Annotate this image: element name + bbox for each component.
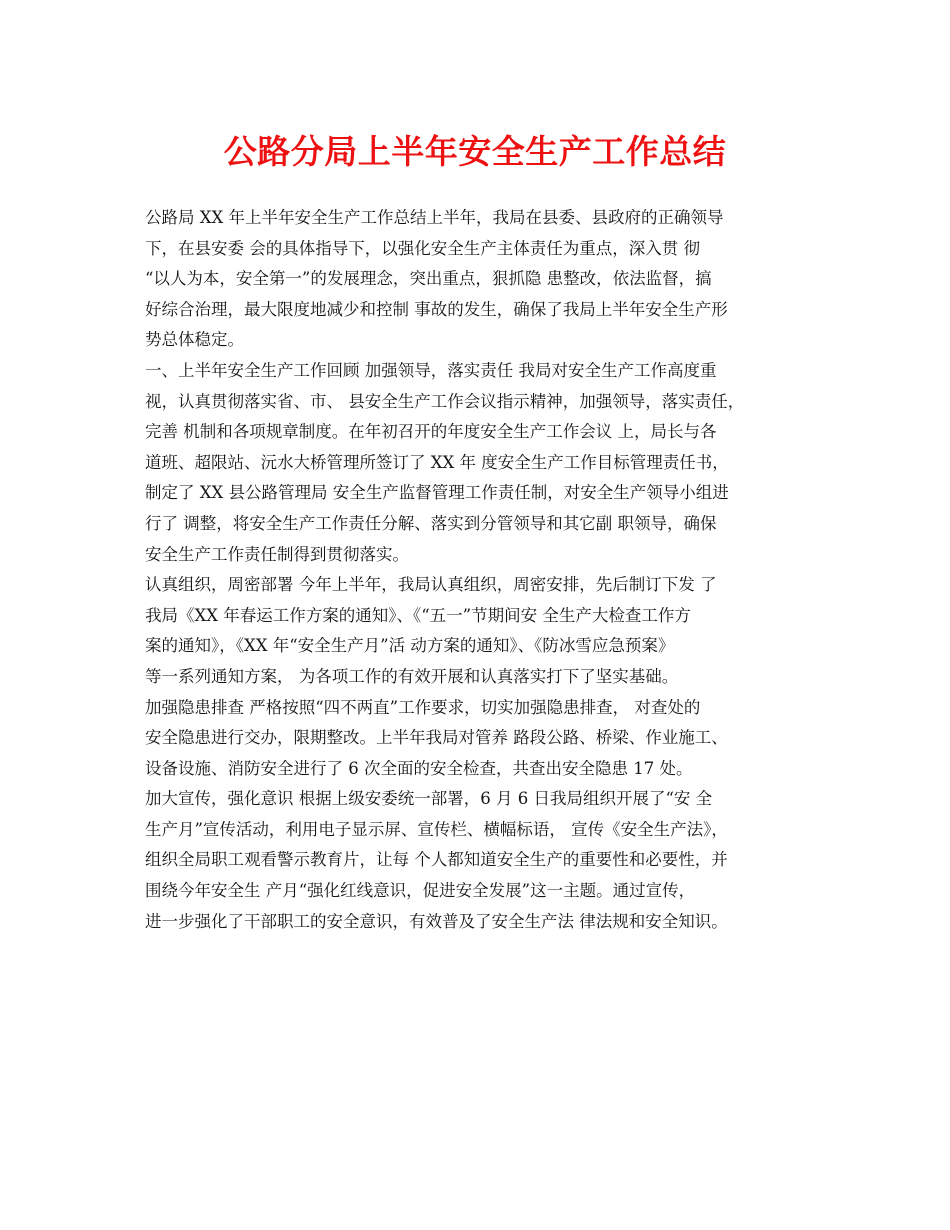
- body-line: 道班、超限站、沅水大桥管理所签订了 XX 年 度安全生产工作目标管理责任书，: [145, 452, 729, 472]
- body-line: 好综合治理，最大限度地减少和控制 事故的发生，确保了我局上半年安全生产形: [145, 299, 728, 319]
- body-line: “以人为本，安全第一”的发展理念，突出重点，狠抓隐 患整改，依法监督，搞: [145, 269, 712, 289]
- body-line: 等一系列通知方案， 为各项工作的有效开展和认真落实打下了坚实基础。: [145, 666, 679, 686]
- body-line: 我局《XX 年春运工作方案的通知》、《“五一”节期间安 全生产大检查工作方: [145, 605, 691, 625]
- body-line: 进一步强化了干部职工的安全意识，有效普及了安全生产法 律法规和安全知识。: [145, 911, 728, 931]
- body-line: 安全生产工作责任制得到贯彻落实。: [145, 544, 409, 564]
- body-line: 视，认真贯彻落实省、市、 县安全生产工作会议指示精神，加强领导，落实责任，: [145, 391, 745, 411]
- body-line: 认真组织，周密部署 今年上半年，我局认真组织，周密安排，先后制订下发 了: [145, 575, 717, 595]
- document-body: [145, 203, 810, 937]
- body-line: 加大宣传，强化意识 根据上级安委统一部署，6 月 6 日我局组织开展了“安 全: [145, 789, 713, 809]
- body-line: 生产月”宣传活动，利用电子显示屏、宣传栏、横幅标语， 宣传《安全生产法》，: [145, 819, 728, 839]
- body-line: 一、上半年安全生产工作回顾 加强领导，落实责任 我局对安全生产工作高度重: [145, 360, 717, 380]
- body-line: 设备设施、消防安全进行了 6 次全面的安全检查，共查出安全隐患 17 处。: [145, 758, 693, 778]
- body-line: 制定了 XX 县公路管理局 安全生产监督管理工作责任制，对安全生产领导小组进: [145, 483, 729, 503]
- body-line: 完善 机制和各项规章制度。在年初召开的年度安全生产工作会议 上，局长与各: [145, 422, 717, 442]
- body-line: 案的通知》，《XX 年“安全生产月”活 动方案的通知》、《防冰雪应急预案》: [145, 636, 675, 656]
- body-line: 下，在县安委 会的具体指导下，以强化安全生产主体责任为重点，深入贯 彻: [145, 238, 700, 258]
- body-line: 加强隐患排查 严格按照“四不两直”工作要求，切实加强隐患排查， 对查处的: [145, 697, 701, 717]
- body-line: 组织全局职工观看警示教育片，让每 个人都知道安全生产的重要性和必要性，并: [145, 850, 728, 870]
- body-line: 公路局 XX 年上半年安全生产工作总结上半年，我局在县委、县政府的正确领导: [145, 208, 724, 227]
- document-title: 公路分局上半年安全生产工作总结: [223, 132, 727, 171]
- body-line: 行了 调整，将安全生产工作责任分解、落实到分管领导和其它副 职领导，确保: [145, 513, 717, 533]
- body-line: 围绕今年安全生 产月“强化红线意识，促进安全发展”这一主题。通过宣传，: [145, 881, 696, 901]
- body-line: 安全隐患进行交办，限期整改。上半年我局对管养 路段公路、桥梁、作业施工、: [145, 728, 728, 748]
- body-line: 势总体稳定。: [145, 330, 244, 350]
